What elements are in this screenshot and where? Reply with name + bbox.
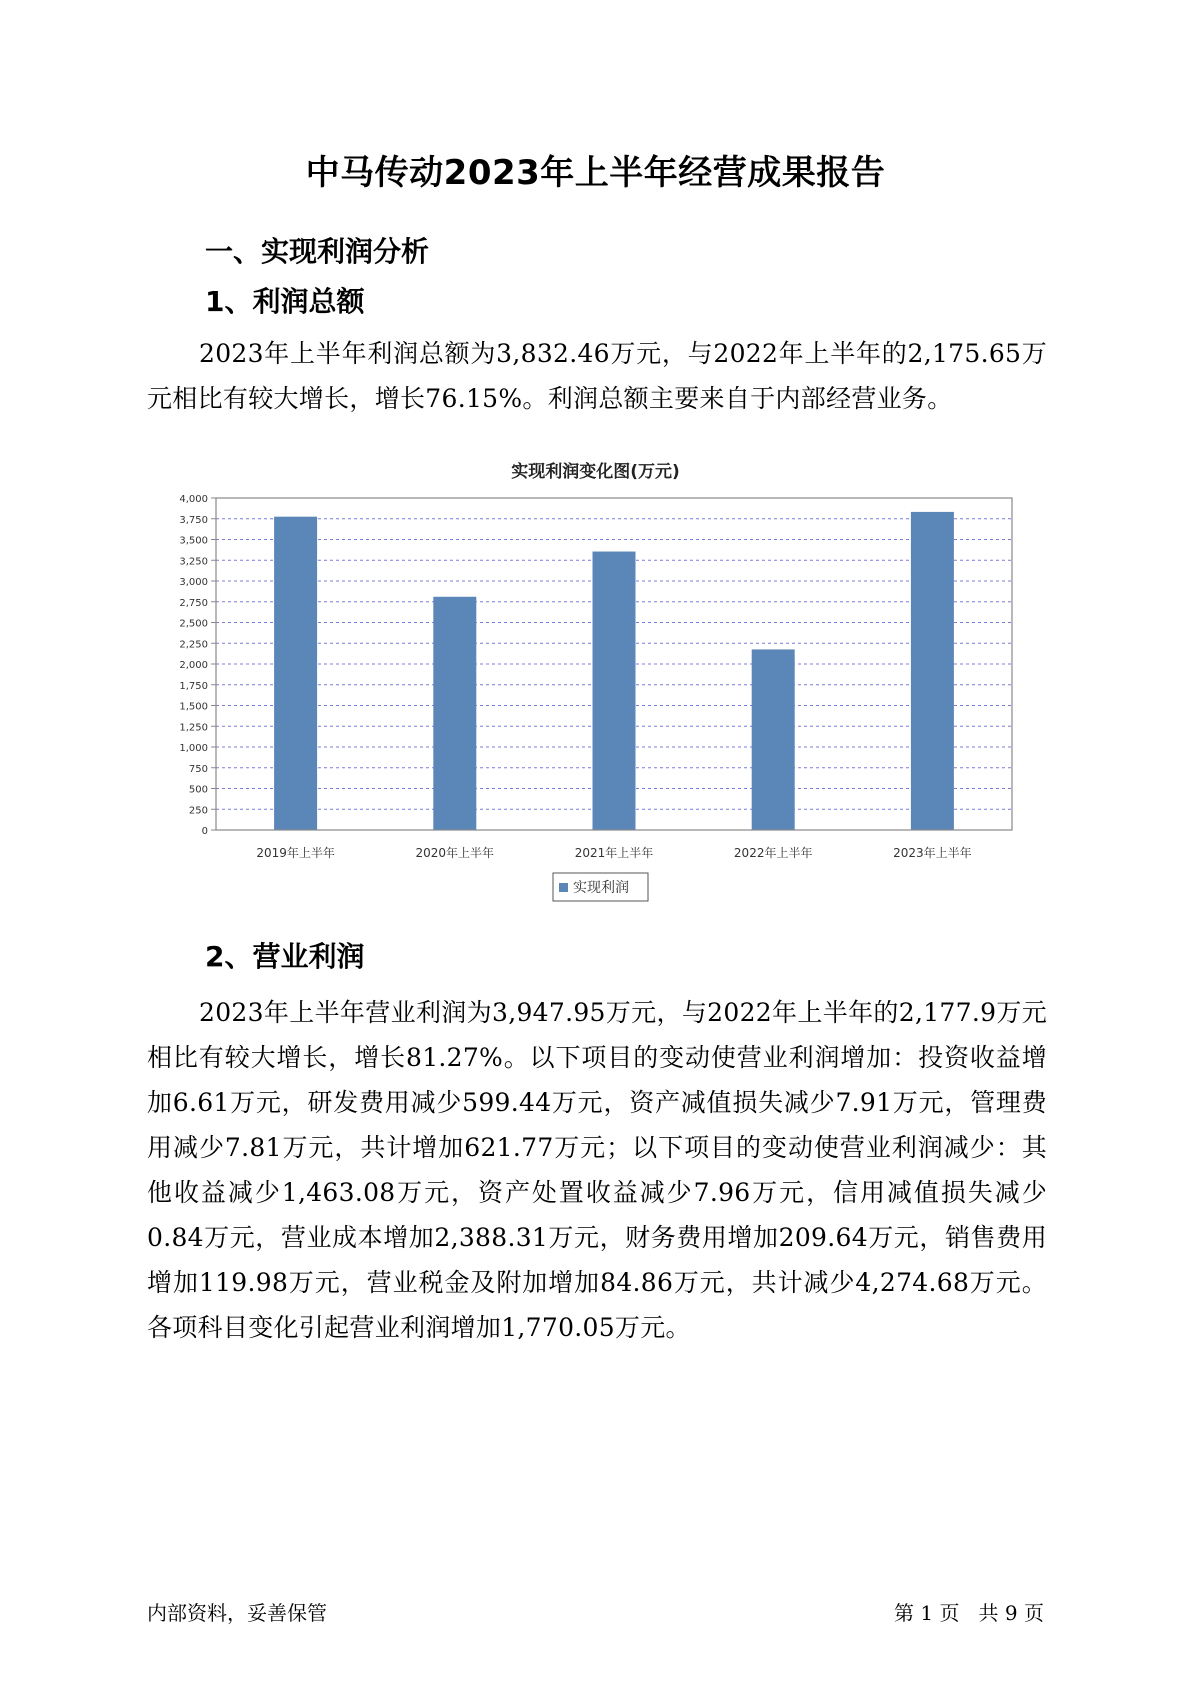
- bar-2020年上半年: [433, 597, 476, 830]
- x-tick-label: 2021年上半年: [574, 846, 654, 860]
- y-tick-label: 1,750: [179, 680, 208, 692]
- bar-2023年上半年: [911, 512, 954, 830]
- legend-swatch: [559, 883, 568, 892]
- y-tick-label: 500: [188, 784, 208, 796]
- bar-2019年上半年: [274, 517, 317, 830]
- y-tick-label: 250: [188, 805, 208, 817]
- y-tick-label: 2,750: [179, 597, 208, 609]
- paragraph-operating-profit: 2023年上半年营业利润为3,947.95万元，与2022年上半年的2,177.9万元相比有较大增长，增长81.27%。以下项目的变动使营业利润增加：投资收益增加6.61万元，研发费用减少599.44万元，资产减值损失减少7.91万元，管理费用减少7.81万元，共计增加621.77万元；以下项目的变动使营业利润减少：其他收益减少1,463.08万元，资产处置收益减少7.96万元，信用减值损失减少0.84万元，营业成本增加2,388.31万元，财务费用增加209.64万元，销售费用增加119.98万元，营业税金及附加增加84.86万元，共计减少4,274.68万元。各项科目变化引起营业利润增加1,770.05万元。: [147, 998, 1047, 1342]
- y-tick-label: 2,000: [179, 660, 208, 671]
- footer-page-number: 第 1 页 共 9 页: [894, 1601, 1044, 1625]
- y-tick-label: 3,250: [179, 556, 208, 568]
- footer-confidential-note: 内部资料，妥善保管: [147, 1601, 327, 1625]
- y-tick-label: 1,250: [179, 722, 208, 734]
- bar-2022年上半年: [752, 649, 795, 830]
- subheading-operating-profit: 2、营业利润: [205, 940, 365, 973]
- y-tick-label: 3,500: [179, 535, 208, 547]
- legend-label: 实现利润: [573, 880, 629, 896]
- y-tick-label: 750: [188, 763, 208, 775]
- paragraph-total-profit: 2023年上半年利润总额为3,832.46万元，与2022年上半年的2,175.65万元相比有较大增长，增长76.15%。利润总额主要来自于内部经营业务。: [147, 339, 1047, 413]
- x-tick-label: 2019年上半年: [256, 846, 335, 860]
- y-tick-label: 2,250: [179, 639, 208, 651]
- y-tick-label: 4,000: [179, 494, 208, 505]
- chart-title: 实现利润变化图(万元): [511, 462, 680, 482]
- x-tick-label: 2020年上半年: [415, 846, 495, 860]
- y-tick-label: 0: [201, 826, 208, 837]
- x-tick-label: 2023年上半年: [893, 846, 972, 860]
- section-heading-profit-analysis: 一、实现利润分析: [205, 235, 430, 268]
- bar-2021年上半年: [593, 552, 636, 830]
- subheading-total-profit: 1、利润总额: [205, 285, 365, 318]
- y-tick-label: 1,500: [179, 701, 208, 713]
- y-tick-label: 2,500: [179, 618, 208, 630]
- x-tick-label: 2022年上半年: [733, 846, 813, 860]
- report-title: 中马传动2023年上半年经营成果报告: [305, 153, 886, 193]
- y-tick-label: 3,000: [179, 577, 208, 588]
- y-tick-label: 3,750: [179, 514, 208, 526]
- y-tick-label: 1,000: [179, 743, 208, 754]
